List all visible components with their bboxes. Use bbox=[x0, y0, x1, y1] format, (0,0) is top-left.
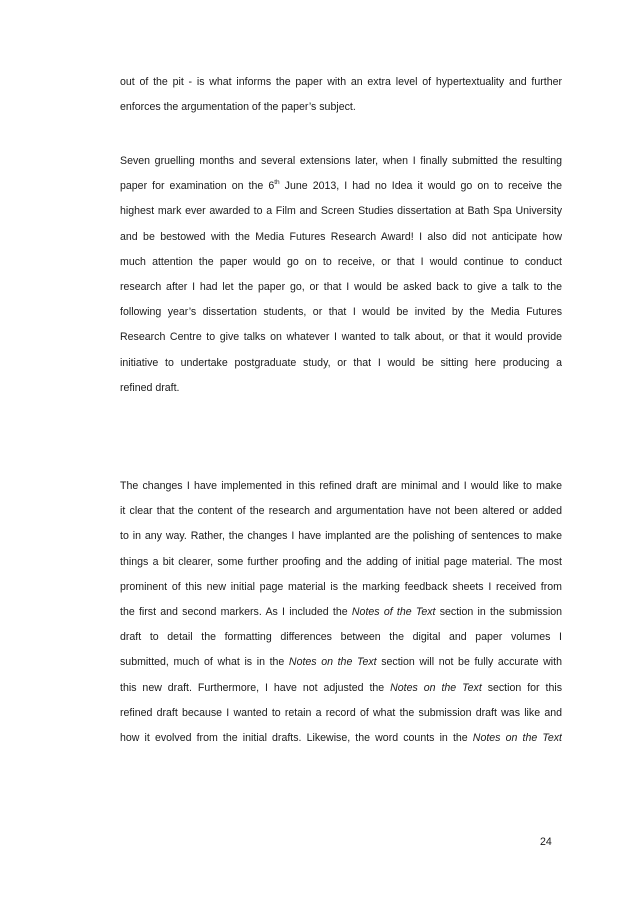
text-run: submitted, much of what is in the bbox=[120, 656, 289, 669]
text-line: The changes I have implemented in this refined draft are minimal and I would like to make bbox=[120, 480, 562, 492]
text-line: it clear that the content of the research and argumentation have not been altered or added bbox=[120, 505, 562, 518]
text-line bbox=[120, 726, 562, 751]
text-line bbox=[120, 600, 562, 625]
text-line: much attention the paper would go on to receive, or that I would continue to conduct bbox=[120, 255, 562, 268]
text-run: the first and second markers. As I included the bbox=[120, 605, 352, 618]
text-line: refined draft because I wanted to retain a record of what the submission draft was like and bbox=[120, 706, 562, 719]
text-run: how it evolved from the initial drafts. Likewise, the word counts in the bbox=[120, 731, 473, 744]
text-line: enforces the argumentation of the paper’s subject. bbox=[120, 101, 356, 114]
text-line: prominent of this new initial page material is the marking feedback sheets I received from bbox=[120, 580, 562, 593]
text-line: highest mark ever awarded to a Film and Screen Studies dissertation at Bath Spa University bbox=[120, 205, 562, 218]
text-line: draft to detail the formatting differences between the digital and paper volumes I bbox=[120, 631, 562, 644]
text-line bbox=[120, 650, 562, 675]
text-line: to in any way. Rather, the changes I have implanted are the polishing of sentences to make bbox=[120, 530, 562, 543]
paragraph-2 bbox=[120, 149, 562, 401]
italic-title: Notes of the Text bbox=[351, 605, 436, 618]
text-run: section will not be fully accurate with bbox=[376, 656, 562, 669]
text-run: this new draft. Furthermore, I have not adjusted the bbox=[120, 681, 391, 694]
italic-title: Notes on the Text bbox=[472, 731, 562, 744]
paragraph-1 bbox=[120, 70, 562, 120]
italic-title: Notes on the Text bbox=[390, 681, 482, 694]
text-run: section in the submission bbox=[435, 605, 562, 618]
text-run: section for this bbox=[481, 681, 562, 694]
text-run: June 2013, I had no Idea it would go on to receive the bbox=[279, 180, 562, 193]
text-line: following year’s dissertation students, or that I would be invited by the Media Futures bbox=[120, 306, 562, 319]
text-run: paper for examination on the 6 bbox=[120, 180, 275, 193]
superscript-ordinal: th bbox=[274, 179, 280, 187]
italic-title: Notes on the Text bbox=[288, 656, 377, 669]
text-line: Seven gruelling months and several extensions later, when I finally submitted the resulting bbox=[120, 155, 562, 167]
text-line: refined draft. bbox=[120, 381, 180, 394]
text-line: and be bestowed with the Media Futures Research Award! I also did not anticipate how bbox=[120, 230, 562, 243]
text-line bbox=[120, 174, 562, 199]
text-line: Research Centre to give talks on whatever I wanted to talk about, or that it would provide bbox=[120, 331, 562, 344]
text-line: research after I had let the paper go, or that I would be asked back to give a talk to the bbox=[120, 280, 562, 293]
text-line: out of the pit - is what informs the paper with an extra level of hypertextuality and further bbox=[120, 76, 562, 88]
page-number: 24 bbox=[540, 836, 552, 848]
text-line: things a bit clearer, some further proofing and the adding of initial page material. The most bbox=[120, 555, 562, 568]
text-line bbox=[120, 676, 562, 701]
text-line: initiative to undertake postgraduate study, or that I would be sitting here producing a bbox=[120, 356, 562, 369]
paragraph-3 bbox=[120, 474, 562, 751]
